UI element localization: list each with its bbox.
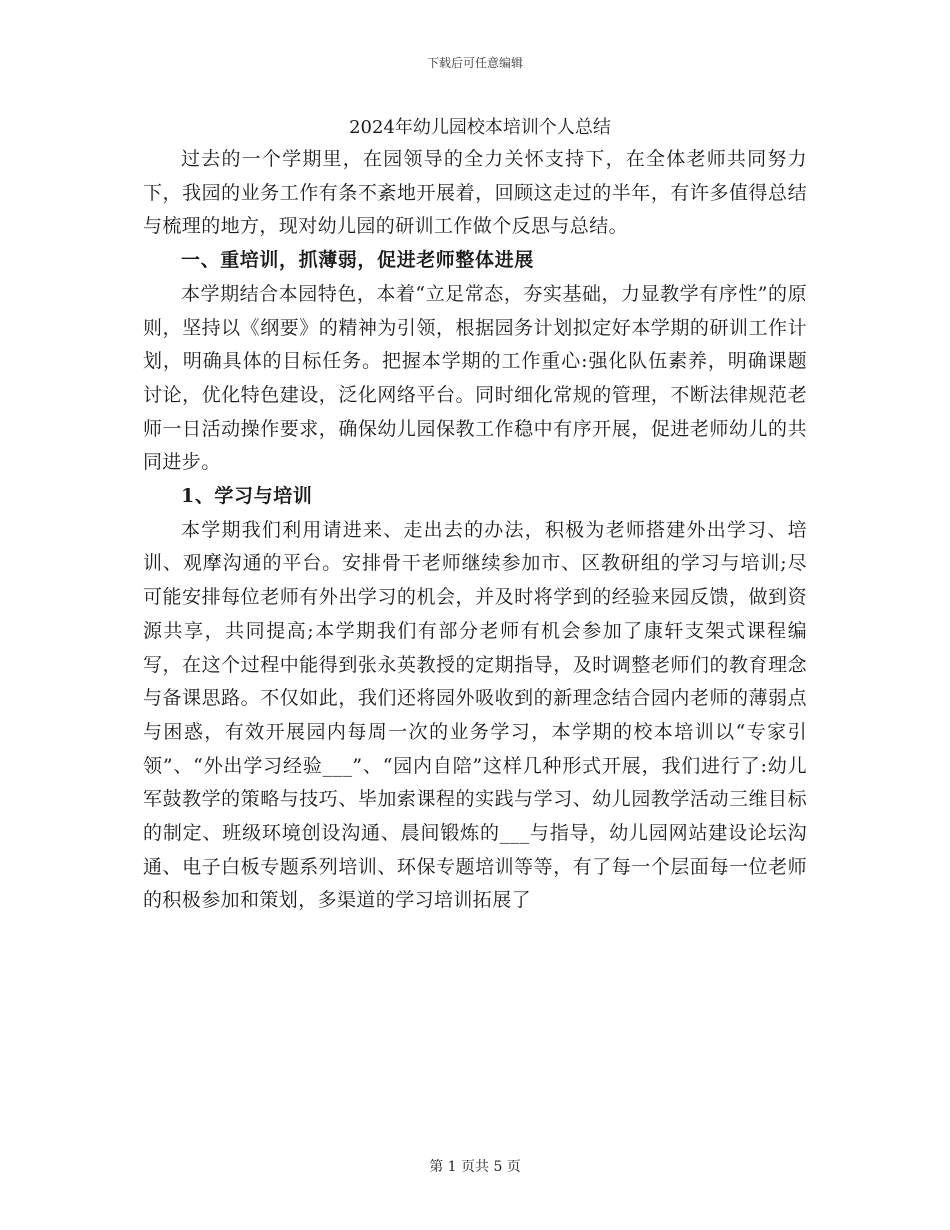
document-title: 2024年幼儿园校本培训个人总结 bbox=[349, 117, 611, 138]
intro-paragraph: 过去的一个学期里，在园领导的全力关怀支持下，在全体老师共同努力下，我园的业务工作有条不紊地开展着，回顾这走过的半年，有许多值得总结与梳理的地方，现对幼儿园的研训工作做个反思与总结。 bbox=[143, 148, 807, 238]
section-heading: 一、重培训，抓薄弱，促进老师整体进展 bbox=[181, 249, 534, 272]
header-note: 下载后可任意编辑 bbox=[426, 56, 523, 70]
subsection-heading: 1、学习与培训 bbox=[181, 485, 313, 508]
subsection-paragraph: 本学期我们利用请进来、走出去的办法，积极为老师搭建外出学习、培训、观摩沟通的平台。安排骨干老师继续参加市、区教研组的学习与培训;尽可能安排每位老师有外出学习的机会，并及时将学到的经验来园反馈，做到资源共享，共同提高;本学期我们有部分老师有机会参加了康轩支架式课程编写，在这个过程中能得到张永英教授的定期指导，及时调整老师们的教育理念与备课思路。不仅如此，我们还将园外吸收到的新理念结合园内老师的薄弱点与困惑，有效开展园内每周一次的业务学习，本学期的校本培训以“专家引领”、“外出学习经验___”、“园内自陪”这样几种形式开展，我们进行了:幼儿军鼓教学的策略与技巧、毕加索课程的实践与学习、幼儿园教学活动三维目标的制定、班级环境创设沟通、晨间锻炼的___与指导，幼儿园网站建设论坛沟通、电子白板专题系列培训、环保专题培训等等，有了每一个层面每一位老师的积极参加和策划，多渠道的学习培训拓展了 bbox=[143, 518, 807, 912]
document-body bbox=[143, 113, 807, 918]
page-number: 第 1 页共 5 页 bbox=[429, 1159, 521, 1175]
section-paragraph: 本学期结合本园特色，本着“立足常态，夯实基础，力显教学有序性”的原则，坚持以《纲要》的精神为引领，根据园务计划拟定好本学期的研训工作计划，明确具体的目标任务。把握本学期的工作重心:强化队伍素养，明确课题讨论，优化特色建设，泛化网络平台。同时细化常规的管理，不断法律规范老师一日活动操作要求，确保幼儿园保教工作稳中有序开展，促进老师幼儿的共同进步。 bbox=[143, 282, 807, 474]
